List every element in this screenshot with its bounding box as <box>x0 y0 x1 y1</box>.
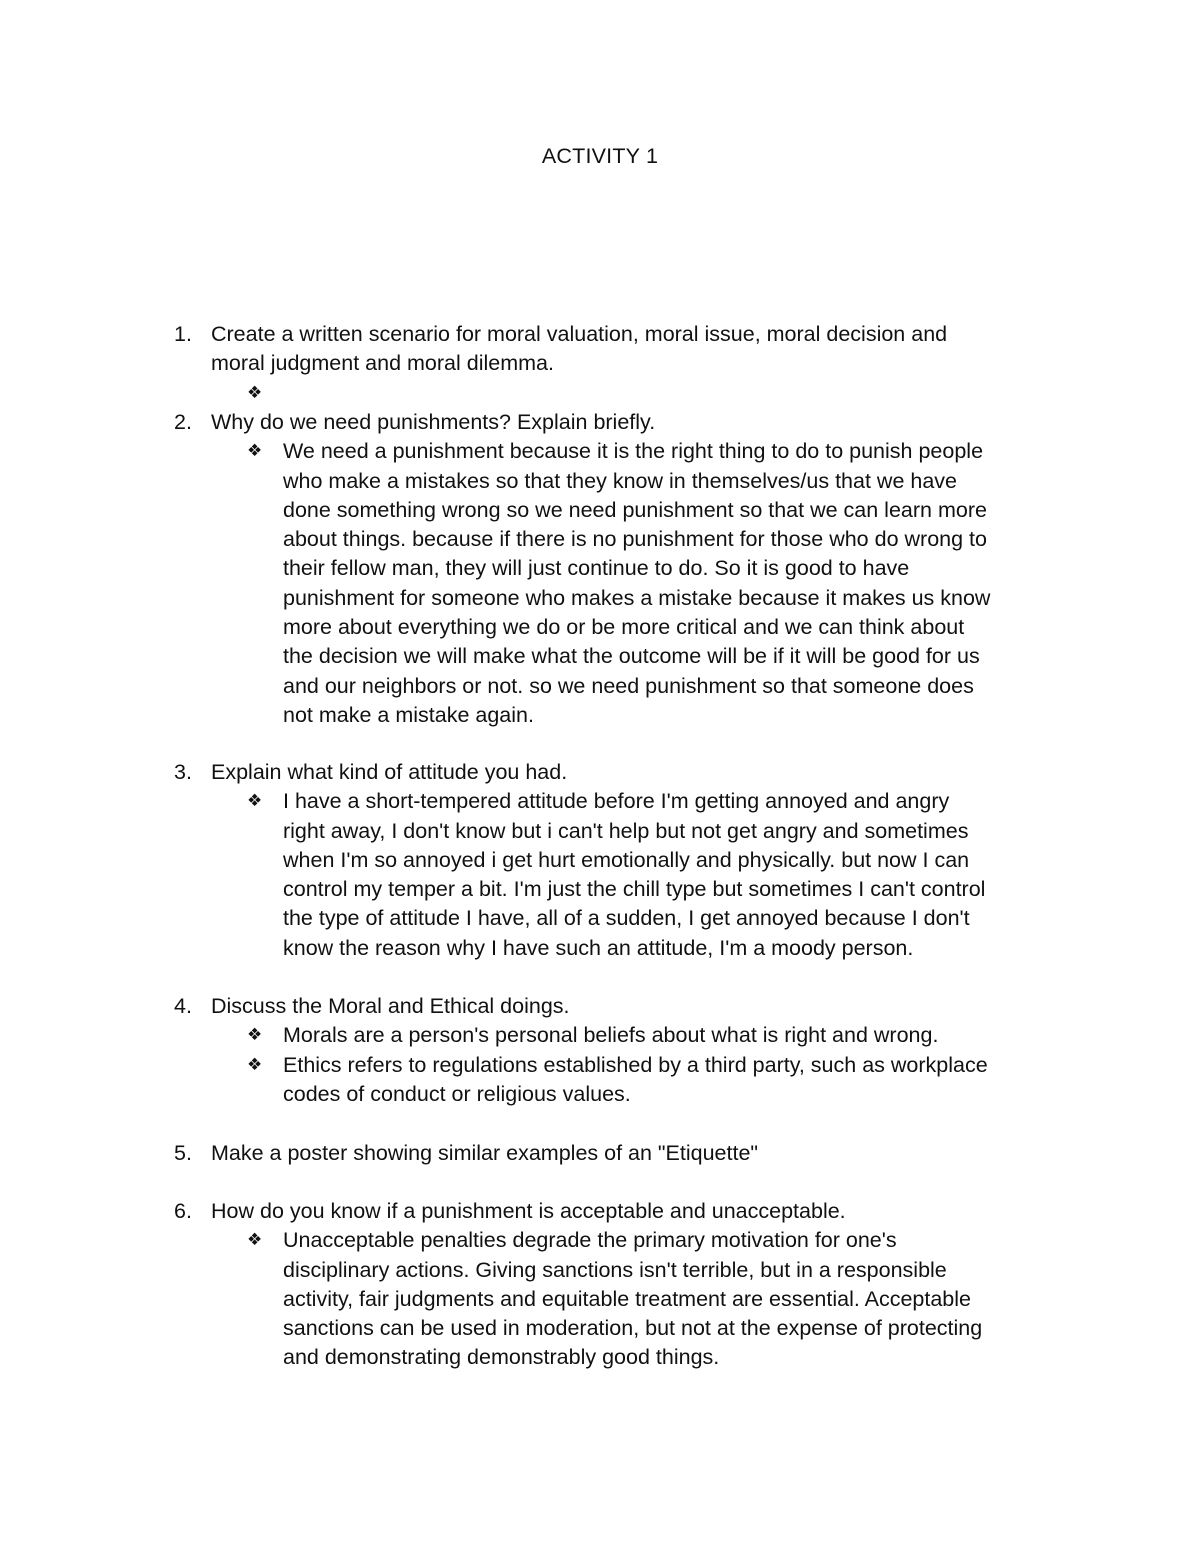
question-item <box>170 992 1050 1109</box>
answer-text: Morals are a person's personal beliefs about what is right and wrong. <box>283 1023 939 1048</box>
answer-item <box>247 1226 1037 1372</box>
answer-item <box>247 787 1037 963</box>
question-item <box>170 320 1050 403</box>
diamond-bullet-icon: ❖ <box>247 382 263 403</box>
answer-item <box>247 437 1037 730</box>
answer-text: I have a short-tempered attitude before I'm getting annoyed and angry right away, I don't know but i can't help but not get angry and sometimes when I'm so annoyed i get hurt emotionally and physically. but now I can control my temper a bit. I'm just the chill type but sometimes I can't control the type of attitude I have, all of a sudden, I get annoyed because I don't know the reason why I have such an attitude, I'm a moody person. <box>283 789 986 960</box>
question-number: 2. <box>174 410 192 434</box>
answer-item <box>247 1051 1037 1110</box>
question-number: 3. <box>174 760 192 784</box>
answer-text: Unacceptable penalties degrade the primary motivation for one's disciplinary actions. Giving sanctions isn't terrible, but in a responsible activity, fair judgments and equitable treatment are essential. Acceptable sanctions can be used in moderation, but not at the expense of protecting and demonstrating demonstrably good things. <box>283 1228 983 1370</box>
diamond-bullet-icon: ❖ <box>247 441 263 462</box>
question-number: 1. <box>174 322 192 346</box>
answer-item <box>247 1021 1037 1050</box>
question-text: Explain what kind of attitude you had. <box>211 760 568 784</box>
diamond-bullet-icon: ❖ <box>247 791 263 812</box>
question-text: Why do we need punishments? Explain briefly. <box>211 410 656 434</box>
question-text: Create a written scenario for moral valuation, moral issue, moral decision and moral judgment and moral dilemma. <box>211 322 948 376</box>
diamond-bullet-icon: ❖ <box>247 1054 263 1075</box>
answer-text: We need a punishment because it is the right thing to do to punish people who make a mistakes so that they know in themselves/us that we have done something wrong so we need punishment so that we can learn more about things. because if there is no punishment for those who do wrong to their fellow man, they will just continue to do. So it is good to have punishment for someone who makes a mistake because it makes us know more about everything we do or be more critical and we can think about the decision we will make what the outcome will be if it will be good for us and our neighbors or not. so we need punishment so that someone does not make a mistake again. <box>283 439 991 727</box>
question-text: Discuss the Moral and Ethical doings. <box>211 994 570 1018</box>
question-item <box>170 1197 1050 1373</box>
question-item <box>170 1139 1050 1168</box>
question-text: How do you know if a punishment is acceptable and unacceptable. <box>211 1199 846 1223</box>
diamond-bullet-icon: ❖ <box>247 1230 263 1251</box>
question-text: Make a poster showing similar examples of an "Etiquette" <box>211 1141 759 1165</box>
document-title: ACTIVITY 1 <box>541 144 659 168</box>
question-number: 4. <box>174 994 192 1018</box>
answer-text: Ethics refers to regulations established by a third party, such as workplace codes of conduct or religious values. <box>283 1052 988 1106</box>
diamond-bullet-icon: ❖ <box>247 1025 263 1046</box>
question-number: 6. <box>174 1199 192 1223</box>
question-item <box>170 408 1050 730</box>
question-number: 5. <box>174 1141 192 1165</box>
question-item <box>170 758 1050 963</box>
